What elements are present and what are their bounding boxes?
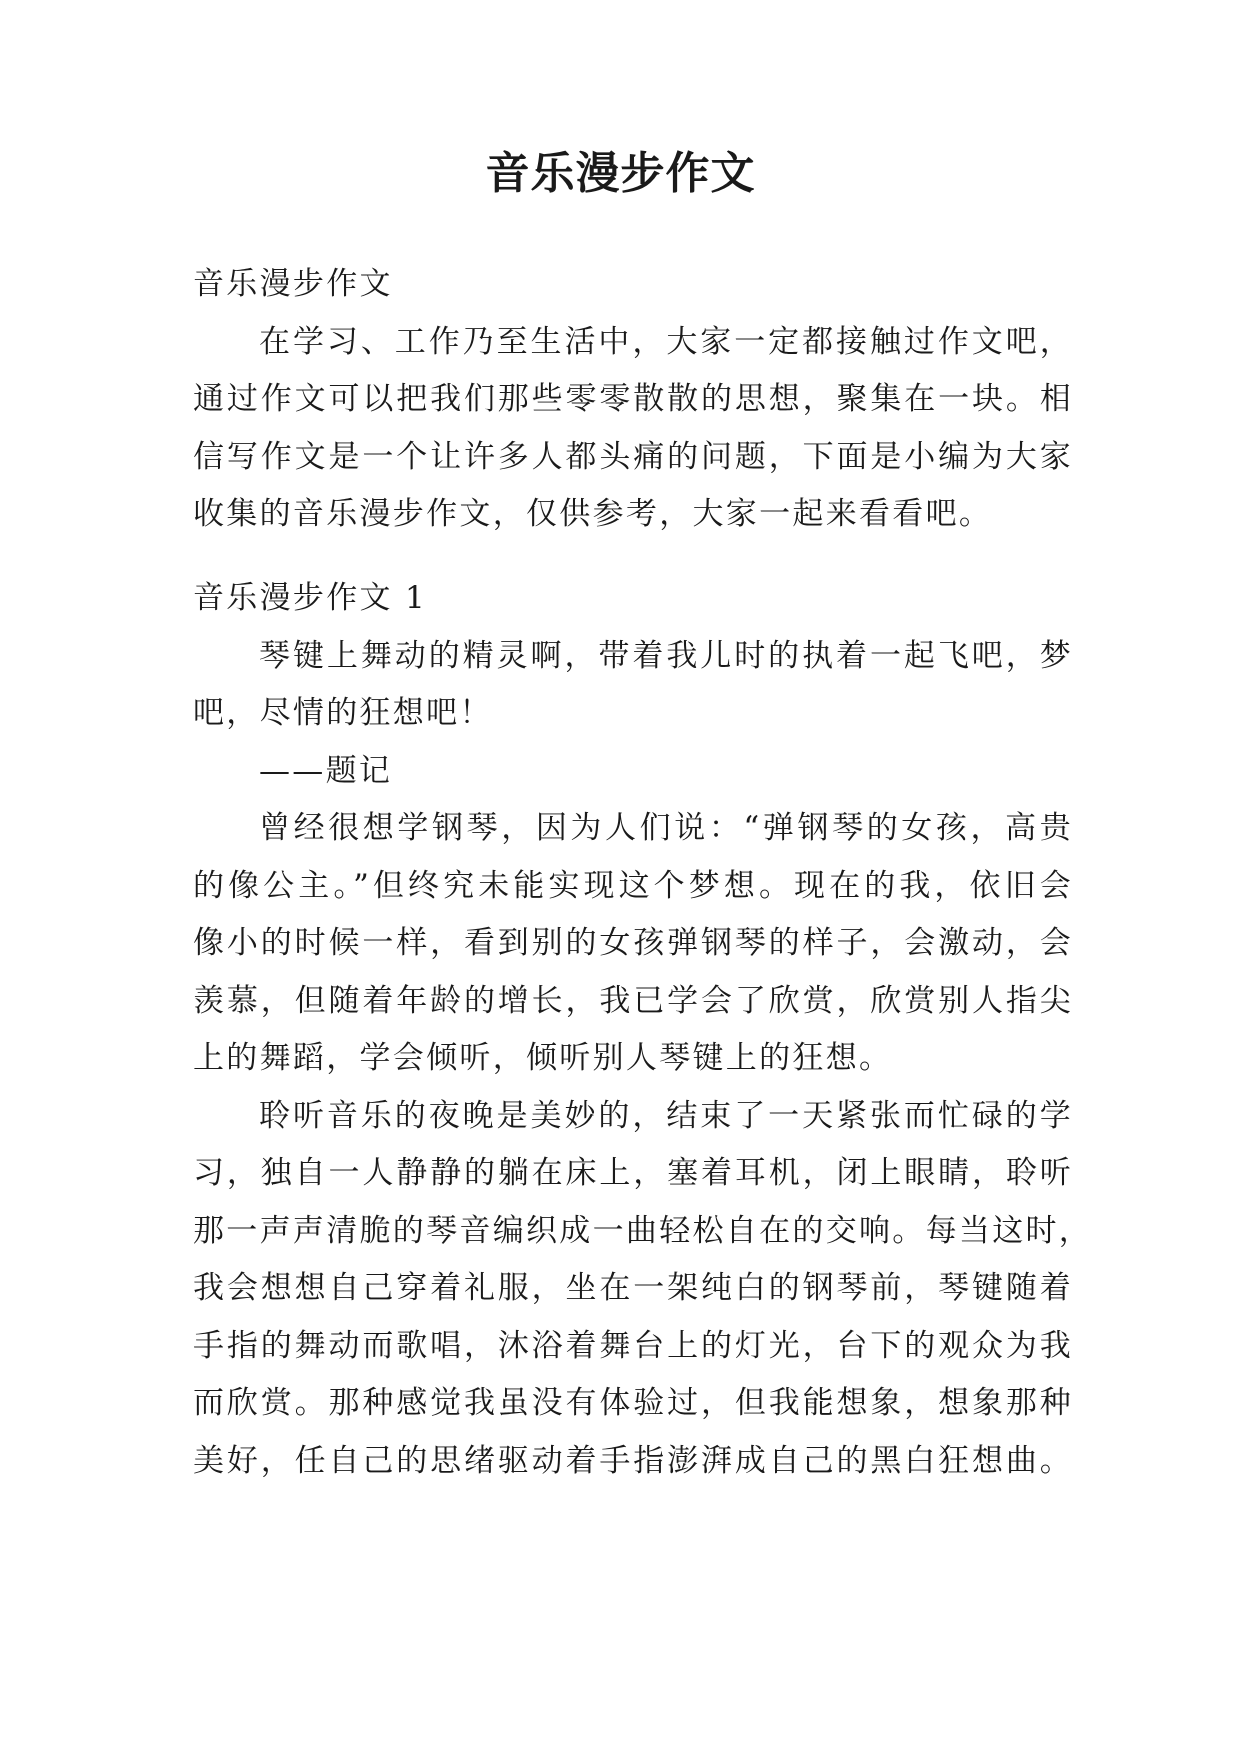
essay-1-p3-line: 手指的舞动而歌唱，沐浴着舞台上的灯光，台下的观众为我 — [193, 1327, 1073, 1364]
page-title: 音乐漫步作文 — [485, 148, 756, 199]
essay-1-p3-line: 聆听音乐的夜晚是美妙的，结束了一天紧张而忙碌的学 — [259, 1097, 1073, 1134]
essay-1-p3-line: 我会想想自己穿着礼服，坐在一架纯白的钢琴前，琴键随着 — [193, 1270, 1073, 1306]
essay-1-section — [193, 570, 1093, 1490]
essay-1-p3-line: 那一声声清脆的琴音编织成一曲轻松自在的交响。每当这时， — [193, 1212, 1093, 1249]
essay-1-p2-line: 上的舞蹈，学会倾听，倾听别人琴键上的狂想。 — [193, 1040, 893, 1076]
essay-1-heading: 音乐漫步作文 1 — [193, 580, 427, 616]
intro-line: 收集的音乐漫步作文，仅供参考，大家一起来看看吧。 — [193, 496, 993, 532]
essay-1-p3-line: 美好，任自己的思绪驱动着手指澎湃成自己的黑白狂想曲。 — [193, 1442, 1073, 1479]
essay-1-p3-line: 习，独自一人静静的躺在床上，塞着耳机，闭上眼睛，聆听 — [193, 1155, 1073, 1191]
essay-1-p1-line: 吧，尽情的狂想吧！ — [193, 695, 493, 731]
essay-1-p2-line: 曾经很想学钢琴，因为人们说：“弹钢琴的女孩，高贵 — [259, 810, 1073, 846]
intro-line: 通过作文可以把我们那些零零散散的思想，聚集在一块。相 — [193, 381, 1073, 417]
essay-1-p2-line: 羡慕，但随着年龄的增长，我已学会了欣赏，欣赏别人指尖 — [193, 982, 1073, 1019]
essay-1-p2-line: 像小的时候一样，看到别的女孩弹钢琴的样子，会激动，会 — [193, 925, 1073, 961]
essay-1-p3-line: 而欣赏。那种感觉我虽没有体验过，但我能想象，想象那种 — [193, 1385, 1073, 1421]
essay-1-p1-line: 琴键上舞动的精灵啊，带着我儿时的执着一起飞吧，梦 — [259, 637, 1073, 674]
essay-1-p2-line: 的像公主。”但终究未能实现这个梦想。现在的我，依旧会 — [193, 867, 1073, 904]
intro-line: 信写作文是一个让许多人都头痛的问题，下面是小编为大家 — [193, 438, 1073, 475]
essay-1-signature: ——题记 — [259, 752, 393, 789]
intro-line: 在学习、工作乃至生活中，大家一定都接触过作文吧， — [259, 323, 1073, 360]
intro-heading: 音乐漫步作文 — [193, 266, 393, 302]
intro-section — [193, 256, 1073, 544]
